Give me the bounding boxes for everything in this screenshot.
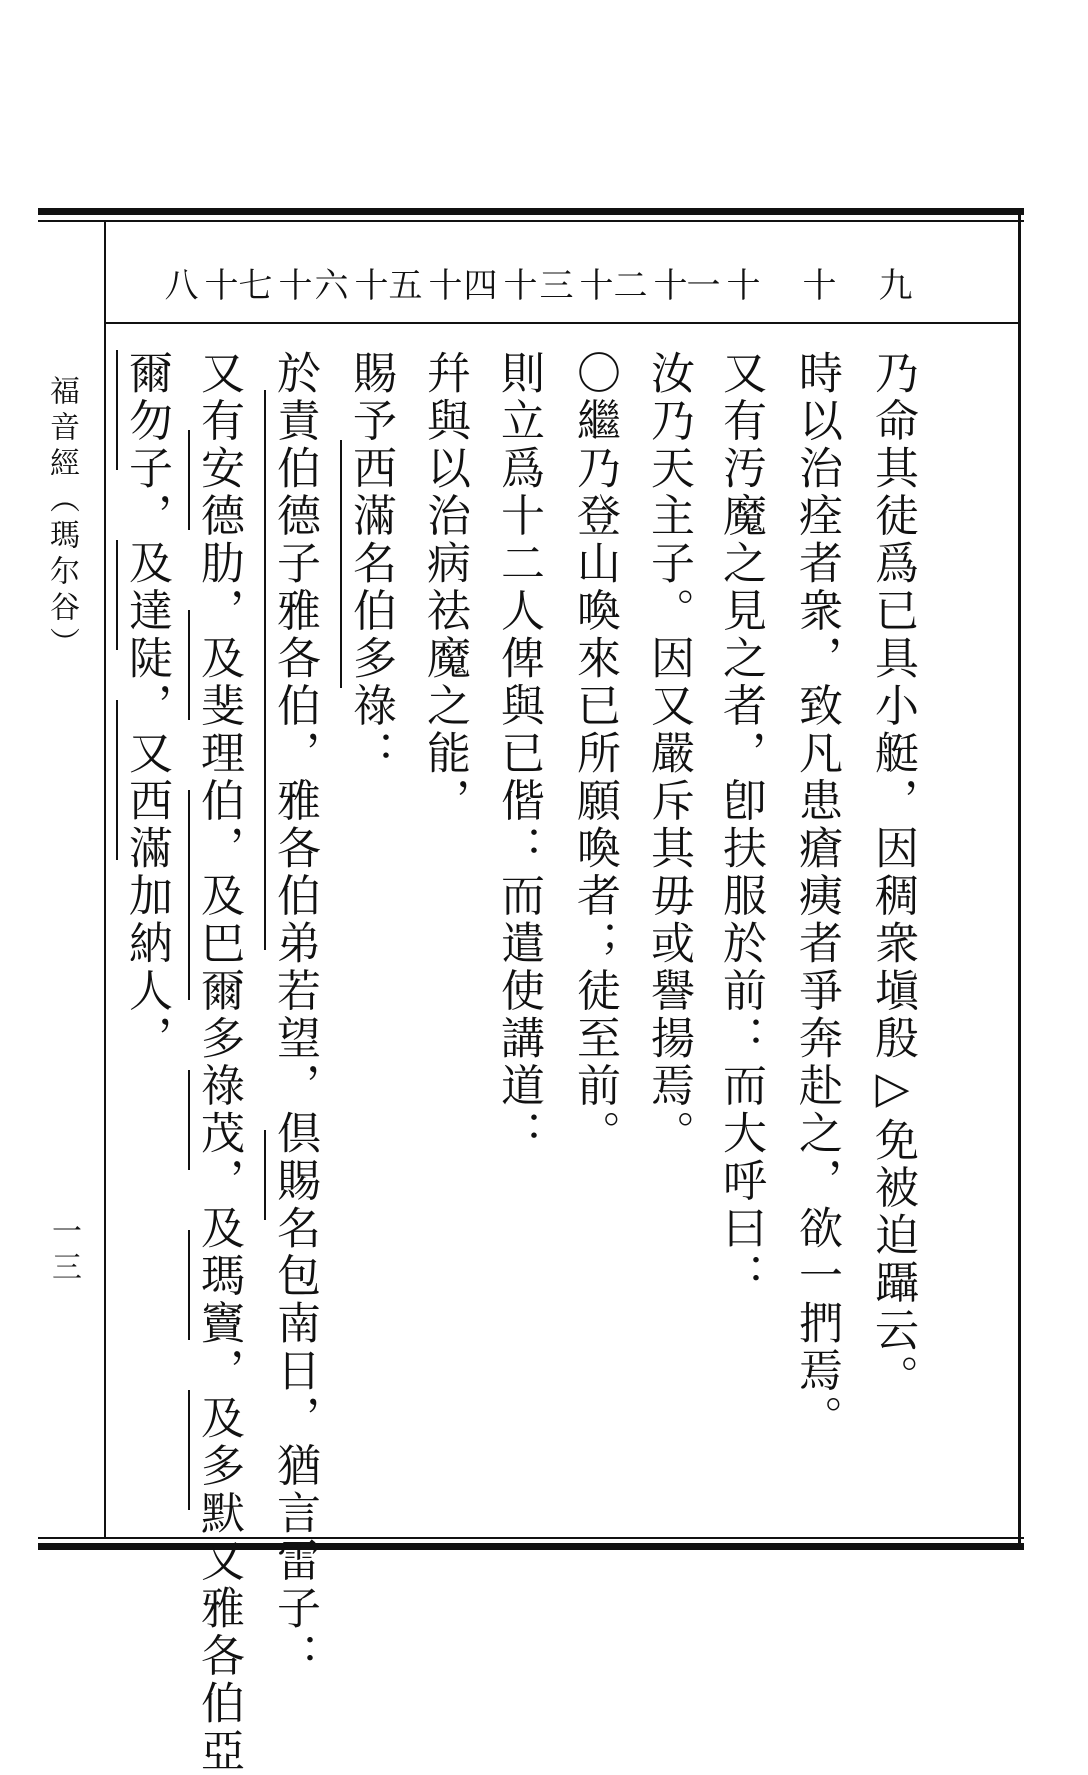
text-column-11: 爾勿子，及達陡，又西滿加納人， [121, 350, 172, 1063]
name-marker-simon-cananaean [116, 700, 118, 860]
bottom-border-thick [38, 1543, 1024, 1550]
top-border-thick [38, 208, 1024, 215]
verse-header-divider [106, 322, 1018, 324]
name-marker-thomas [188, 1230, 190, 1340]
right-border [1018, 208, 1021, 1550]
bottom-border-thin [38, 1537, 1024, 1539]
verse-number-12: 十二 [607, 267, 687, 301]
verse-number-18: 十八 [158, 267, 238, 301]
name-marker-andrew [188, 430, 190, 530]
verse-number-15: 十五 [382, 267, 462, 301]
name-marker-simon-peter [340, 440, 342, 688]
name-marker-matthew [188, 1070, 190, 1170]
text-column-10: 又有安德肋，及斐理伯，及巴爾多祿茂，及瑪竇，及多默又雅各伯亞 [193, 350, 244, 1775]
verse-number-13: 十三 [533, 267, 613, 301]
verse-number-16: 十六 [308, 267, 388, 301]
name-marker-thaddeus [116, 540, 118, 650]
verse-number-17: 十七 [232, 267, 312, 301]
text-column-1: 乃命其徒爲已具小艇，因稠衆塡殷▷免被迫躡云。 [867, 350, 918, 1402]
name-marker-bartholomew [188, 790, 190, 1000]
name-marker-alphaeus [116, 350, 118, 470]
page-number: 一三 [46, 1215, 81, 1287]
text-column-7: 幷與以治病祛魔之能， [419, 350, 470, 825]
top-border-thin [38, 220, 1024, 222]
text-column-4: 汝乃天主子。因又嚴斥其毋或譽揚焉。 [643, 350, 694, 1158]
verse-number-9: 九 [872, 267, 912, 301]
text-column-8: 賜予西滿名伯多祿： [345, 350, 396, 778]
verse-number-14: 十四 [457, 267, 537, 301]
text-column-6: 則立爲十二人俾與已偕：而遣使講道： [493, 350, 544, 1158]
text-column-2: 時以治痊者衆，致凡患瘡痍者爭奔赴之，欲一捫焉。 [791, 350, 842, 1443]
name-marker-boanerges [264, 1130, 266, 1220]
text-column-3: 又有汚魔之見之者，卽扶服於前：而大呼曰： [715, 350, 766, 1300]
name-marker-james [188, 1390, 190, 1510]
verse-number-11: 十一 [680, 267, 760, 301]
verse-number-10: 十 [796, 267, 836, 301]
text-column-9: 於責伯德子雅各伯，雅各伯弟若望，倶賜名包南日，猶言雷子： [269, 350, 320, 1680]
book-title: 福音經（瑪尔谷） [44, 375, 79, 663]
name-marker-james-john [264, 390, 266, 950]
inner-left-border [104, 222, 106, 1537]
name-marker-philip [188, 610, 190, 720]
text-column-5: 〇繼乃登山喚來已所願喚者；徒至前。 [569, 350, 620, 1158]
